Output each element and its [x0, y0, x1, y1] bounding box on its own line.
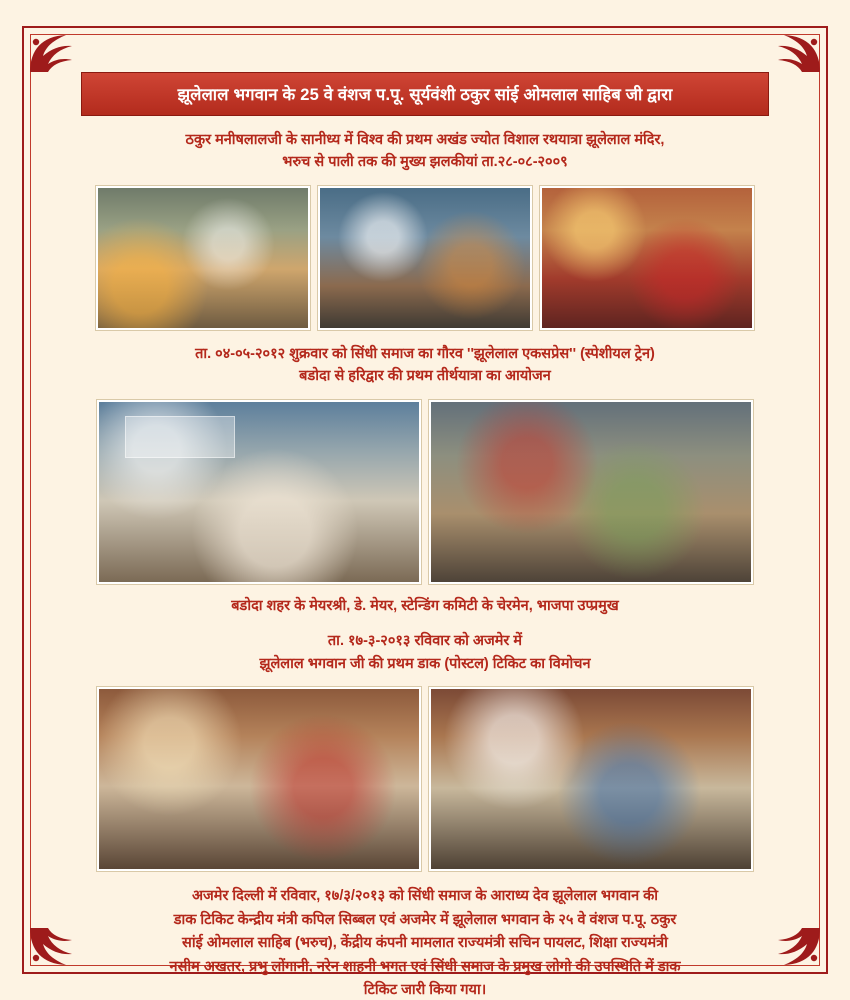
- photo-women-carrying-kalash: [540, 186, 754, 330]
- poster-content: [44, 48, 806, 999]
- photo-dignitaries-holding-stamp-poster: [429, 687, 753, 871]
- photo-garlanded-guests-on-platform: [429, 400, 753, 584]
- section3-heading-line1: ता. १७-३-२०१३ रविवार को अजमेर में: [327, 633, 523, 650]
- section3-photo-row: [62, 687, 788, 871]
- section2-heading-line1: ता. ०४-०५-२०१२ शुक्रवार को सिंधी समाज का गौरव ''झूलेलाल एकसप्रेस'' (स्पेशीयल ट्रेन): [195, 345, 655, 362]
- section3-heading-line2: झूलेलाल भगवान जी की प्रथम डाक (पोस्टल) टिकिट का विमोचन: [259, 655, 591, 672]
- closing-line-2: डाक टिकिट केन्द्रीय मंत्री कपिल सिब्बल एवं अजमेर में झूलेलाल भगवान के २५ वे वंशज प.पू. ठकुर: [173, 911, 677, 928]
- closing-line-3: सांई ओमलाल साहिब (भरुच), केंद्रीय कंपनी मामलात राज्यमंत्री सचिन पायलट, शिक्षा राज्यमंत्री: [182, 935, 668, 952]
- section1-heading-line1: ठकुर मनीषलालजी के सानीध्य में विश्व की प्रथम अखंड ज्योत विशाल रथयात्रा झूलेलाल मंदिर,: [185, 132, 665, 148]
- section1-heading: [75, 129, 775, 174]
- photo-rath-yatra-procession-crowd: [96, 186, 310, 330]
- section2-photo-row: [62, 400, 788, 584]
- photo-devotees-with-white-caps: [318, 186, 532, 330]
- flag-banner-icon: [125, 416, 236, 458]
- section2-heading: [75, 343, 775, 388]
- section3-heading: [75, 630, 775, 675]
- section1-heading-line2: भरुच से पाली तक की मुख्य झलकीयां ता.२८-०८-२००९: [282, 154, 568, 171]
- photo-postal-stamp-release-on-stage: [97, 687, 421, 871]
- closing-line-4: नसीम अखतर, प्रभु लोंगानी, नरेन शाहनी भगत एवं सिंधी समाज के प्रमुख लोगो की उपस्थिति में डाक: [169, 958, 681, 975]
- closing-paragraph: [75, 885, 775, 1000]
- section1-photo-row: [62, 186, 788, 330]
- closing-line-1: अजमेर दिल्ली में रविवार, १७/३/२०१३ को सिंधी समाज के आराध्य देव झूलेलाल भगवान की: [191, 888, 659, 905]
- section2-caption: बडोदा शहर के मेयरश्री, डे. मेयर, स्टेन्डिंग कमिटी के चेरमेन, भाजपा उप्प्रमुख: [231, 597, 619, 614]
- photo-railway-platform-flag-off: [97, 400, 421, 584]
- poster-title-banner: झूलेलाल भगवान के 25 वे वंशज प.पू. सूर्यवंशी ठकुर सांई ओमलाल साहिब जी द्वारा: [81, 72, 769, 116]
- section2-heading-line2: बडोदा से हरिद्वार की प्रथम तीर्थयात्रा का आयोजन: [299, 368, 551, 385]
- closing-line-5: टिकिट जारी किया गया।: [363, 982, 487, 999]
